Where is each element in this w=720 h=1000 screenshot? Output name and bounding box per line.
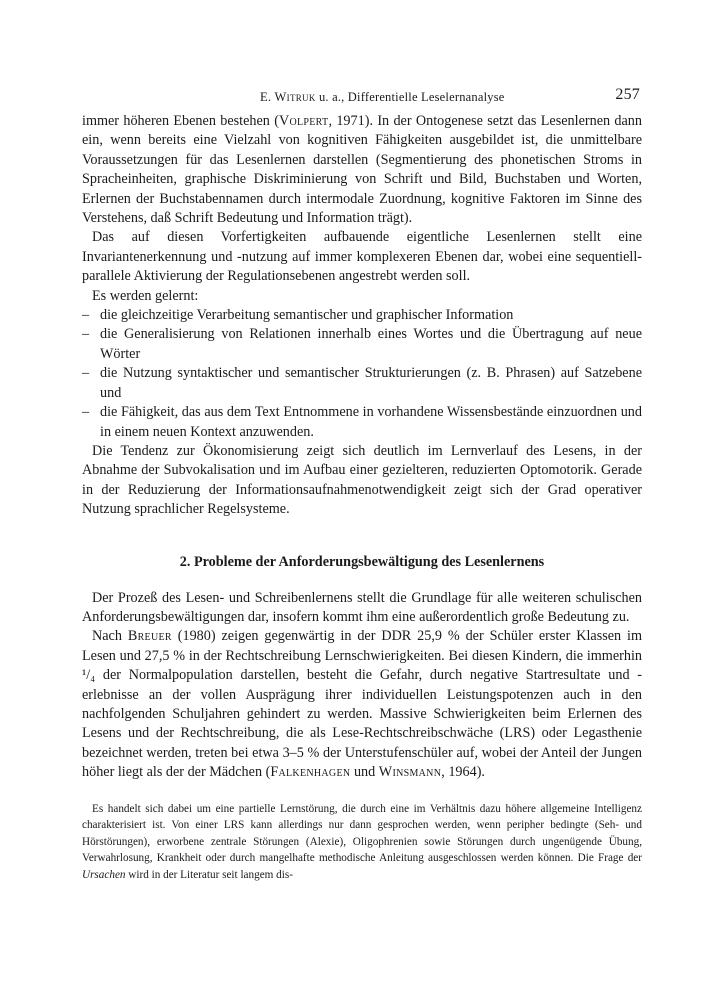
paragraph-5: Der Prozeß des Lesen- und Schreibenlernens stellt die Grundlage für alle weiteren schulischen Anforderungsbewältigungen dar, insofern kommt ihm eine außerordentlich große Bedeutung zu.	[82, 589, 642, 625]
citation-falkenhagen: Falkenhagen	[270, 764, 351, 781]
paragraph-6	[82, 627, 642, 782]
section-heading: 2. Probleme der Anforderungsbewältigung des Lesenlernens	[179, 553, 545, 570]
paragraph-6-text-c: und	[350, 764, 379, 781]
list-item-text: die gleichzeitige Verarbeitung semantischer und graphischer Information	[100, 307, 514, 324]
footnote-italic: Ursachen	[82, 868, 126, 881]
bullet-list	[82, 306, 642, 442]
list-item	[82, 403, 642, 442]
citation-breuer: Breuer	[127, 628, 172, 645]
dash-marker: –	[82, 307, 90, 324]
citation-volpert: Volpert	[278, 113, 329, 129]
running-head	[82, 86, 642, 112]
footnote-text-b: wird in der Literatur seit langem dis-	[125, 868, 293, 881]
dash-marker: –	[82, 365, 90, 382]
dash-marker: –	[82, 404, 90, 421]
paragraph-1-text-b: , 1971). In der Ontogenese setzt das Lesenlernen dann ein, wenn bereits eine Vielzahl von kognitiven Fähigkeiten ausgebildet ist, die unmittelbare Voraussetzungen für das Lesenlernen darstellen (Segmentierung des phonetischen Stroms in Spracheinheiten, graphische Diskriminierung von Schrift und Bild, Buchstaben und Worten, Erlernen der Buchstabennamen durch intermodale Zuordnung, kognitive Faktoren im Sinne des Verstehens, daß Schrift Bedeutung und Information trägt).	[82, 113, 642, 227]
paragraph-6-text-b: (1980) zeigen gegenwärtig in der DDR 25,9 % der Schüler erster Klassen im Lesen und 27,5 % in der Rechtschreibung Lernschwierigkeiten. Bei diesen Kindern, die immerhin ¹/₄ der Normalpopulation darstellen, besteht die Gefahr, durch negative Startresultate und -erlebnisse an der vollen Ausprägung ihrer individuellen Leistungspotenzen auch in den nachfolgenden Schuljahren gehindert zu werden. Massive Schwierigkeiten beim Erlernen des Lesens und der Rechtschreibung, die als Lese-Rechtschreibschwäche (LRS) oder Legasthenie bezeichnet werden, treten bei etwa 3–5 % der Unterstufenschüler auf, wobei der Anteil der Jungen höher liegt als der der Mädchen (	[82, 628, 642, 781]
page-number: 257	[615, 86, 640, 103]
paragraph-6-text-a: Nach	[92, 628, 128, 645]
page	[82, 86, 642, 884]
paragraph-1	[82, 112, 642, 228]
paragraph-1-text-a: immer höheren Ebenen bestehen (	[82, 113, 279, 129]
paragraph-2: Das auf diesen Vorfertigkeiten aufbauende eigentliche Lesenlernen stellt eine Invariantenerkennung und -nutzung auf immer komplexeren Ebenen dar, wobei eine sequentiell-parallele Aktivierung der Regulationsebenen angestrebt werden soll.	[82, 229, 642, 285]
running-head-rest: u. a., Differentielle Leselernanalyse	[315, 90, 505, 104]
list-item	[82, 325, 642, 364]
list-item-text: die Generalisierung von Relationen innerhalb eines Wortes und die Übertragung auf neue Wörter	[100, 326, 642, 362]
list-item-text: die Fähigkeit, das aus dem Text Entnommene in vorhandene Wissensbestände einzuordnen und in einem neuen Kontext anzuwenden.	[100, 404, 642, 440]
paragraph-3: Es werden gelernt:	[92, 287, 199, 304]
citation-winsmann: Winsmann	[378, 764, 442, 781]
paragraph-4: Die Tendenz zur Ökonomisierung zeigt sich deutlich im Lernverlauf des Lesens, in der Abnahme der Subvokalisation und im Aufbau einer gezielteren, reduzierten Optomotorik. Gerade in der Reduzierung der Informationsaufnahmenotwendigkeit zeigt sich der Grad operativer Nutzung sprachlicher Regelsysteme.	[82, 442, 642, 518]
running-head-author: E. Witruk	[260, 90, 316, 104]
list-item	[82, 306, 642, 325]
footnote	[82, 801, 642, 884]
dash-marker: –	[82, 326, 90, 343]
running-head-title	[260, 90, 505, 105]
paragraph-6-text-d: , 1964).	[441, 764, 485, 781]
footnote-text-a: Es handelt sich dabei um eine partielle Lernstörung, die durch eine im Verhältnis dazu höhere allgemeine Intelligenz charakterisiert ist. Von einer LRS kann allerdings nur dann gesprochen werden, wenn peripher bedingte (Seh- und Hörstörungen), erworbene zentrale Störungen (Alexie), Oligophrenien sowie Störungen durch ungenügende Übung, Verwahrlosung, Krankheit oder durch mangelhafte methodische Anleitung ausgeschlossen werden können. Die Frage der	[82, 802, 642, 865]
list-item	[82, 364, 642, 403]
list-item-text: die Nutzung syntaktischer und semantischer Strukturierungen (z. B. Phrasen) auf Satzebene und	[100, 365, 642, 401]
